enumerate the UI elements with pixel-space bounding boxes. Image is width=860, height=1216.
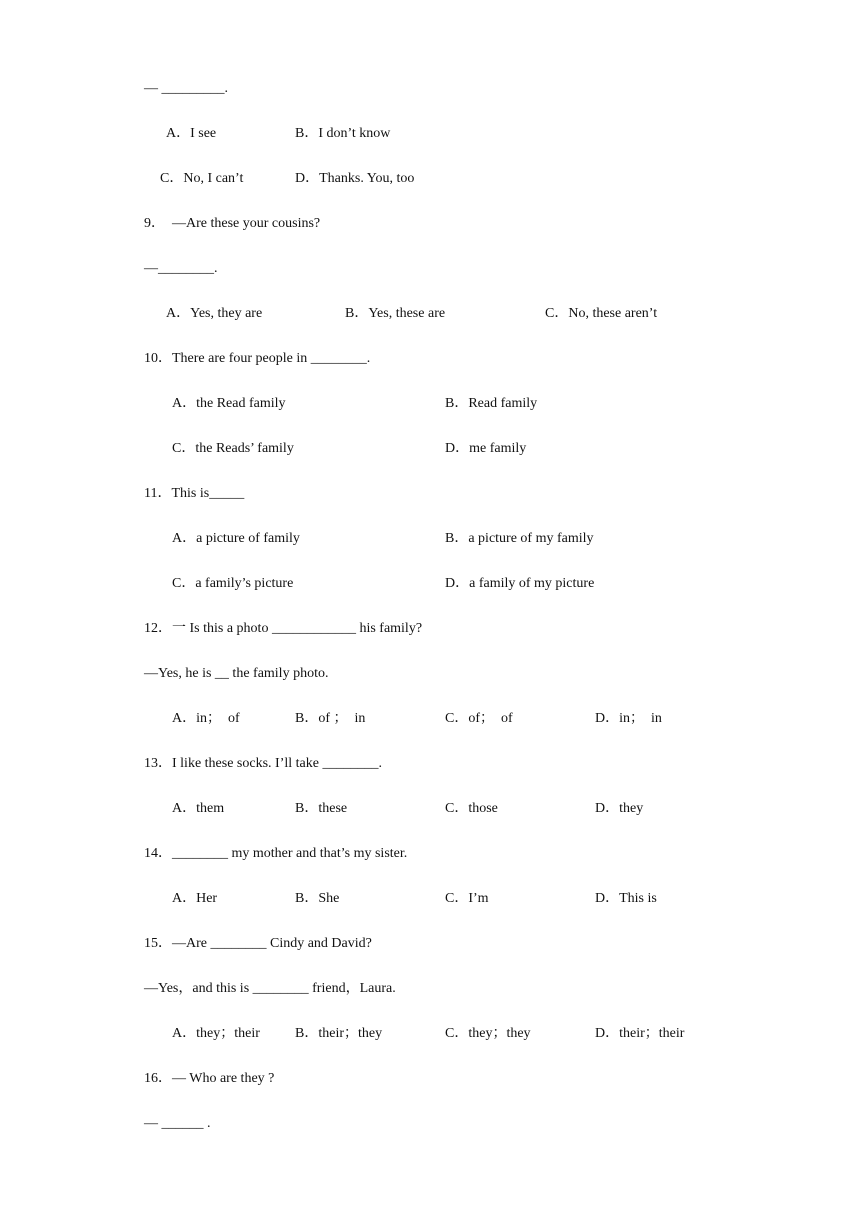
answer-line: — ______ . — [144, 1116, 211, 1131]
option-a: A．the Read family — [172, 396, 286, 411]
question-13: 13．I like these socks. I’ll take ________. — [144, 756, 382, 771]
option-b: B．their；they — [295, 1026, 383, 1041]
option-d: D．in； in — [595, 711, 662, 726]
question-16: 16．— Who are they ? — [144, 1071, 275, 1086]
option-d: D．they — [595, 801, 644, 816]
question-10: 10．There are four people in ________. — [144, 351, 371, 366]
option-b: B．I don’t know — [295, 126, 391, 141]
answer-line: — _________. — [144, 81, 228, 96]
option-c: C．No, I can’t — [160, 171, 244, 186]
option-d: D．a family of my picture — [445, 576, 595, 591]
option-c: C．those — [445, 801, 498, 816]
option-b: B．of ； in — [295, 711, 366, 726]
option-a: A．a picture of family — [172, 531, 300, 546]
option-c: C．they；they — [445, 1026, 531, 1041]
option-a: A．in； of — [172, 711, 240, 726]
option-b: B．Yes, these are — [345, 306, 446, 321]
option-a: A．I see — [166, 126, 217, 141]
option-c: C．a family’s picture — [172, 576, 294, 591]
option-a: A．Her — [172, 891, 218, 906]
answer-line: —________. — [144, 261, 218, 276]
option-b: B．Read family — [445, 396, 538, 411]
answer-line: —Yes，and this is ________ friend，Laura. — [144, 981, 396, 996]
option-d: D．This is — [595, 891, 657, 906]
question-15: 15．—Are ________ Cindy and David? — [144, 936, 372, 951]
option-b: B．She — [295, 891, 340, 906]
answer-line: —Yes, he is __ the family photo. — [144, 666, 329, 681]
question-9: 9． —Are these your cousins? — [144, 216, 321, 231]
option-b: B．a picture of my family — [445, 531, 594, 546]
option-d: D．Thanks. You, too — [295, 171, 415, 186]
question-12: 12．一 Is this a photo ____________ his family? — [144, 621, 423, 636]
option-c: C．of； of — [445, 711, 513, 726]
option-a: A．Yes, they are — [166, 306, 263, 321]
option-d: D．me family — [445, 441, 527, 456]
option-c: C．No, these aren’t — [545, 306, 658, 321]
option-b: B．these — [295, 801, 348, 816]
question-14: 14．________ my mother and that’s my sister. — [144, 846, 408, 861]
option-c: C．I’m — [445, 891, 489, 906]
question-11: 11．This is_____ — [144, 486, 245, 501]
option-d: D．their；their — [595, 1026, 685, 1041]
option-a: A．them — [172, 801, 225, 816]
option-c: C．the Reads’ family — [172, 441, 294, 456]
option-a: A．they；their — [172, 1026, 260, 1041]
